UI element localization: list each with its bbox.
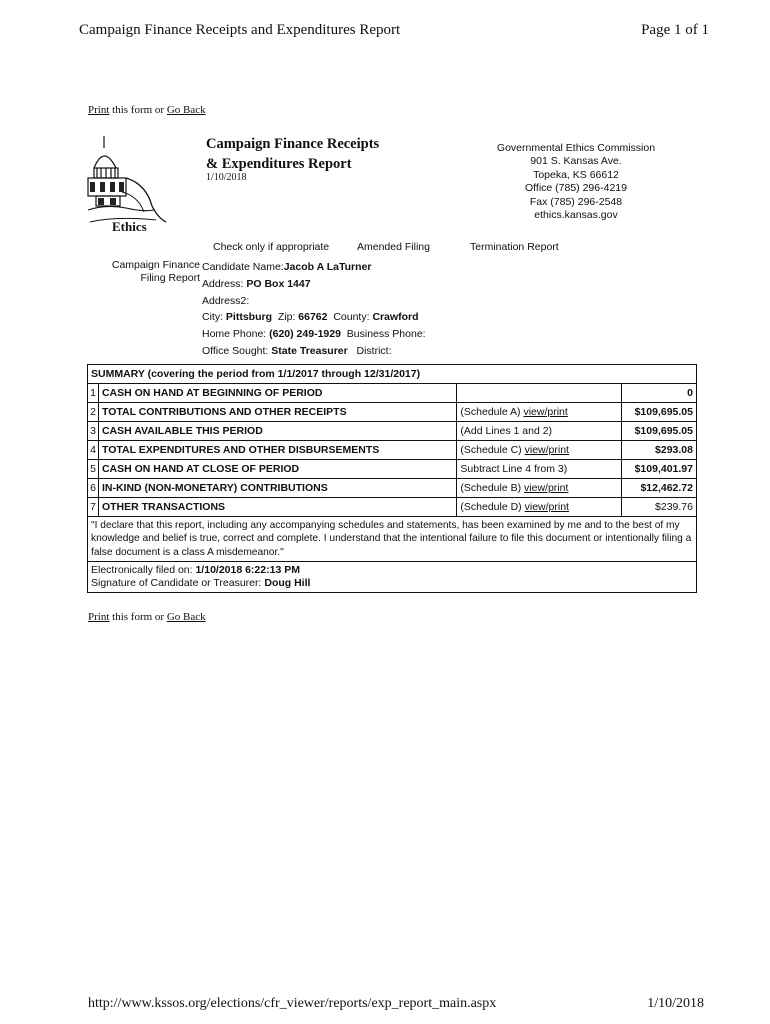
form-title [206, 134, 379, 174]
schedule-cell [457, 403, 622, 422]
line-number: 7 [88, 498, 99, 517]
filed-on-label: Electronically filed on: [91, 564, 196, 577]
declaration-text: "I declare that this report, including any accompanying schedules and statements, has been examined by me and to the best of my knowledge and belief is true, correct and complete. I understand that the intentional failure to file this document or intentionally filing a false document is a class A misdemeanor." [88, 517, 697, 562]
signature-line [91, 577, 693, 590]
line-amount: 0 [622, 384, 697, 403]
print-link[interactable]: Print [88, 104, 110, 116]
line-label: TOTAL CONTRIBUTIONS AND OTHER RECEIPTS [98, 403, 456, 422]
termination-report-option: Termination Report [470, 241, 559, 253]
top-nav [88, 104, 206, 116]
nav-separator-text: this form or [109, 104, 167, 116]
schedule-reference: (Schedule D) [460, 501, 525, 513]
schedule-reference: (Schedule C) [460, 444, 525, 456]
summary-row [88, 403, 697, 422]
line-label: CASH ON HAND AT BEGINNING OF PERIOD [98, 384, 456, 403]
summary-heading: SUMMARY (covering the period from 1/1/2017 through 12/31/2017) [88, 365, 697, 384]
line-number: 6 [88, 479, 99, 498]
zip-value: 66762 [298, 311, 328, 324]
summary-row [88, 460, 697, 479]
emblem-wordmark: Ethics [112, 219, 147, 234]
summary-row [88, 441, 697, 460]
city-value: Pittsburg [225, 311, 273, 324]
agency-fax: Fax (785) 296-2548 [529, 195, 623, 208]
office-row [202, 343, 426, 360]
filed-on-value: 1/10/2018 6:22:13 PM [195, 564, 300, 577]
schedule-reference: Subtract Line 4 from 3) [460, 463, 568, 475]
line-number: 2 [88, 403, 99, 422]
view-print-link[interactable]: view/print [524, 501, 569, 513]
signature-label: Signature of Candidate or Treasurer: [91, 577, 265, 590]
line-label: TOTAL EXPENDITURES AND OTHER DISBURSEMENTS [98, 441, 456, 460]
line-label: IN-KIND (NON-MONETARY) CONTRIBUTIONS [98, 479, 456, 498]
address2-row [202, 293, 426, 310]
line-label: CASH AVAILABLE THIS PERIOD [98, 422, 456, 441]
go-back-link[interactable]: Go Back [166, 104, 206, 116]
home-phone-label: Home Phone: [202, 328, 270, 341]
zip-label: Zip: [277, 311, 299, 324]
office-sought-label: Office Sought: [202, 344, 272, 357]
line-number: 3 [88, 422, 99, 441]
filing-info [88, 562, 697, 593]
phone-row [202, 326, 426, 343]
signature-value: Doug Hill [264, 577, 311, 590]
line-label: OTHER TRANSACTIONS [98, 498, 456, 517]
filing-report-side-label [100, 259, 200, 285]
form-title-line-2: & Expenditures Report [206, 156, 352, 172]
amended-filing-option: Amended Filing [357, 241, 430, 253]
summary-table [87, 364, 697, 593]
agency-contact-block [478, 142, 674, 222]
address-value: PO Box 1447 [246, 277, 311, 290]
county-value: Crawford [372, 311, 419, 324]
line-amount: $109,695.05 [622, 422, 697, 441]
line-amount: $293.08 [622, 441, 697, 460]
district-label: District: [356, 344, 392, 357]
summary-row [88, 479, 697, 498]
office-sought-value: State Treasurer [271, 344, 348, 357]
ethics-commission-emblem [86, 134, 174, 234]
print-footer-url: http://www.kssos.org/elections/cfr_viewer/reports/exp_report_main.aspx [88, 996, 497, 1011]
business-phone-label: Business Phone: [346, 328, 426, 341]
line-amount: $109,695.05 [622, 403, 697, 422]
schedule-cell [457, 498, 622, 517]
bottom-nav [88, 611, 206, 623]
print-header-page-number: Page 1 of 1 [641, 22, 709, 38]
schedule-cell [457, 460, 622, 479]
side-label-line-1: Campaign Finance [111, 259, 200, 271]
schedule-reference: (Schedule A) [460, 406, 524, 418]
candidate-info [202, 259, 426, 360]
candidate-name-label: Candidate Name: [202, 261, 284, 273]
form-title-line-1: Campaign Finance Receipts [206, 136, 380, 152]
address2-label: Address2: [202, 294, 250, 307]
line-amount: $239.76 [622, 498, 697, 517]
home-phone-value: (620) 249-1929 [269, 328, 341, 341]
summary-row [88, 498, 697, 517]
address-label: Address: [202, 277, 247, 290]
schedule-reference: (Schedule B) [460, 482, 525, 494]
city-label: City: [202, 311, 226, 324]
nav-separator-text-bottom: this form or [109, 611, 167, 623]
county-label: County: [333, 311, 373, 324]
agency-city: Topeka, KS 66612 [533, 168, 619, 181]
schedule-cell [457, 384, 622, 403]
view-print-link[interactable]: view/print [524, 482, 569, 494]
go-back-link-bottom[interactable]: Go Back [166, 611, 206, 623]
summary-row [88, 422, 697, 441]
schedule-cell [457, 479, 622, 498]
candidate-name: Jacob A LaTurner [283, 261, 372, 273]
side-label-line-2: Filing Report [140, 272, 200, 284]
schedule-reference: (Add Lines 1 and 2) [460, 425, 553, 437]
candidate-name-row [202, 259, 426, 276]
print-link-bottom[interactable]: Print [88, 611, 110, 623]
check-only-label: Check only if appropriate [213, 241, 330, 253]
agency-website: ethics.kansas.gov [534, 209, 618, 222]
line-number: 1 [88, 384, 99, 403]
filed-row [88, 562, 697, 593]
print-footer-date: 1/10/2018 [647, 996, 704, 1011]
agency-office-phone: Office (785) 296-4219 [525, 182, 627, 195]
line-number: 4 [88, 441, 99, 460]
schedule-cell [457, 441, 622, 460]
filed-on-line [91, 564, 693, 577]
agency-name: Governmental Ethics Commission [496, 142, 656, 154]
print-header-title: Campaign Finance Receipts and Expenditures Report [79, 22, 401, 38]
summary-row [88, 384, 697, 403]
schedule-cell [457, 422, 622, 441]
line-amount: $109,401.97 [622, 460, 697, 479]
city-row [202, 309, 426, 326]
view-print-link[interactable]: view/print [523, 406, 568, 418]
summary-heading-row [88, 365, 697, 384]
line-label: CASH ON HAND AT CLOSE OF PERIOD [98, 460, 456, 479]
line-amount: $12,462.72 [622, 479, 697, 498]
declaration-row [88, 517, 697, 562]
view-print-link[interactable]: view/print [524, 444, 569, 456]
form-date: 1/10/2018 [206, 172, 247, 183]
line-number: 5 [88, 460, 99, 479]
address-row [202, 276, 426, 293]
agency-street: 901 S. Kansas Ave. [530, 155, 622, 168]
